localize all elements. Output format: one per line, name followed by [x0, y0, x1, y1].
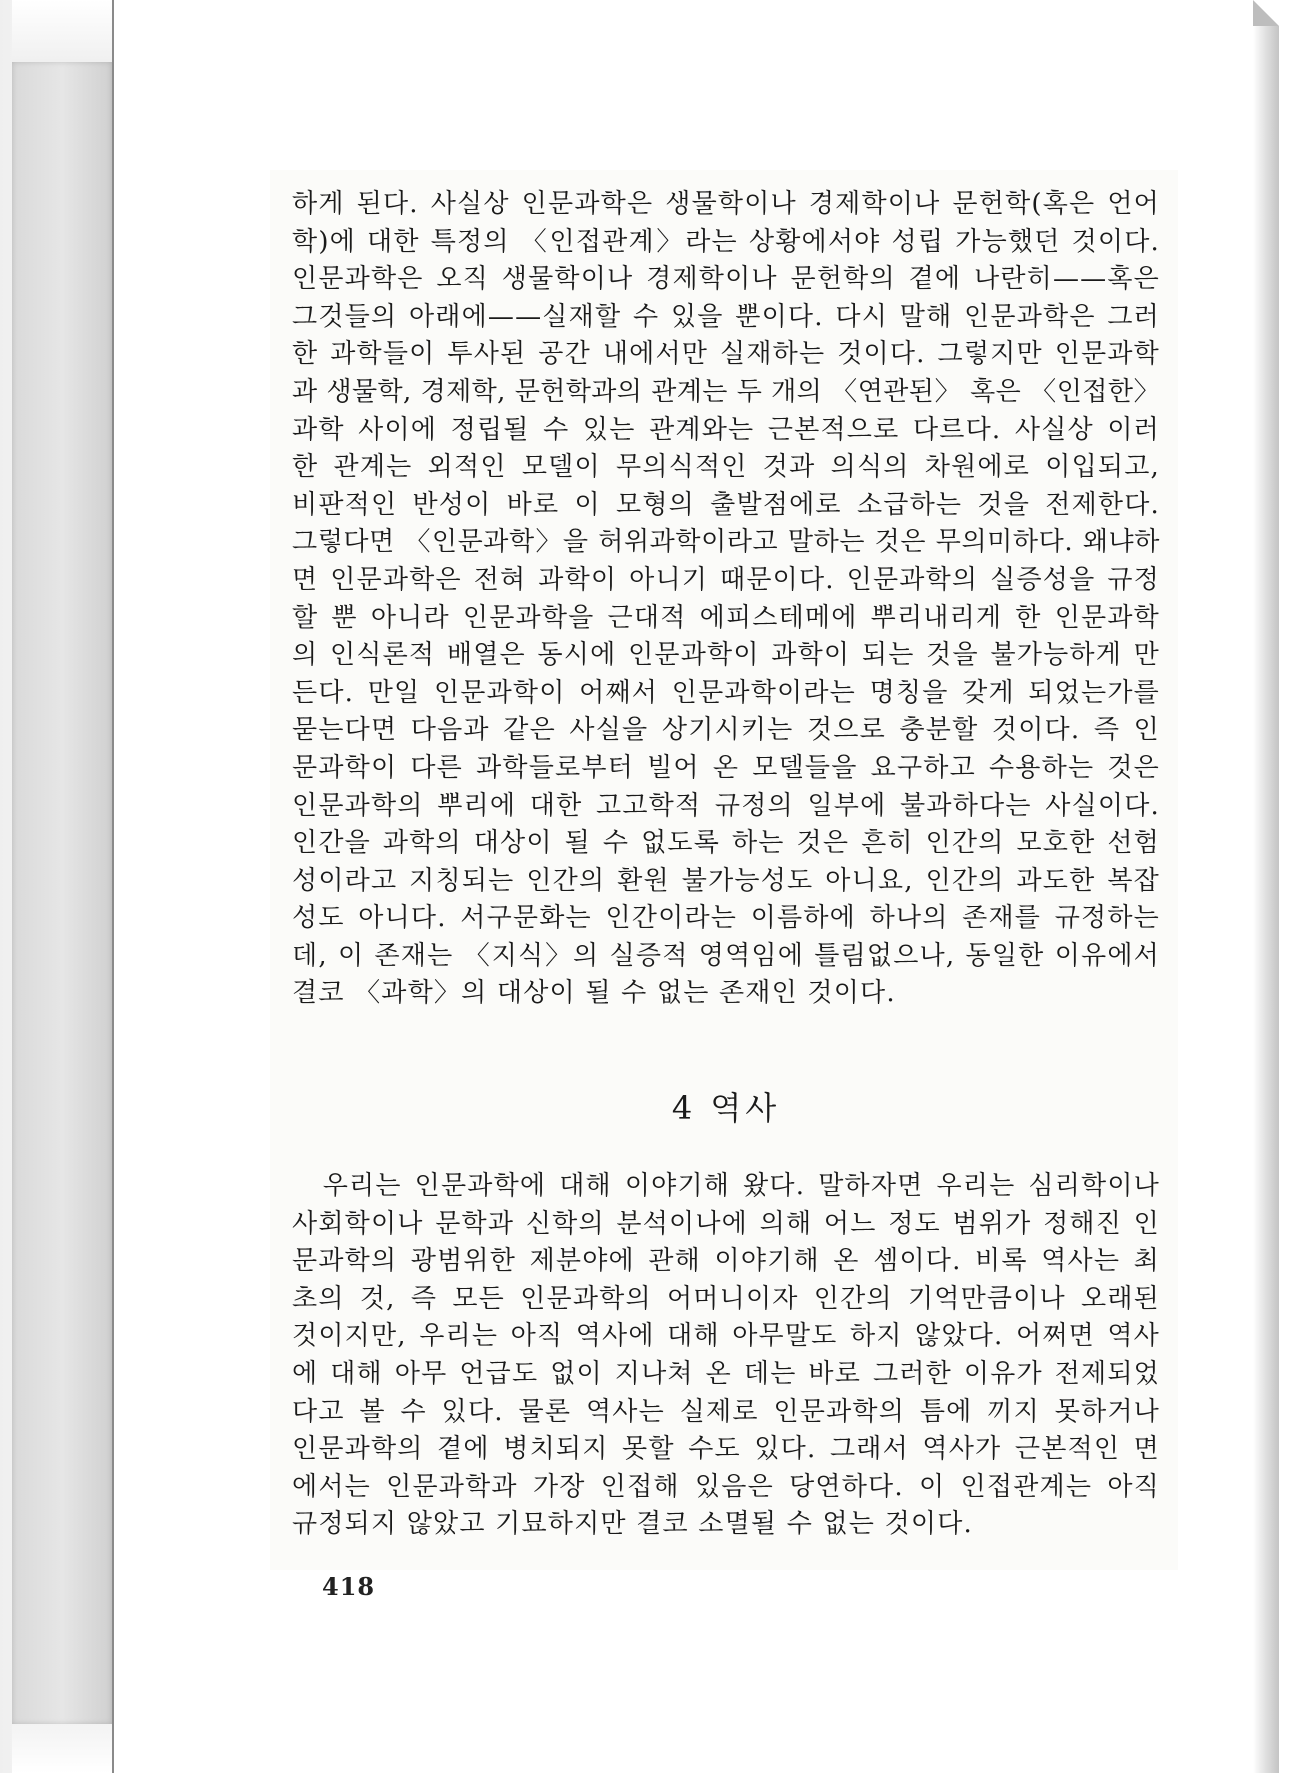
text-line: 문과학의 광범위한 제분야에 관해 이야기해 온 셈이다. 비록 역사는 최 — [292, 1246, 1160, 1277]
text-line: 그렇다면 〈인문과학〉을 허위과학이라고 말하는 것은 무의미하다. 왜냐하 — [292, 527, 1160, 558]
text-line: 비판적인 반성이 바로 이 모형의 출발점에로 소급하는 것을 전제한다. — [292, 489, 1160, 520]
text-line: 데, 이 존재는 〈지식〉의 실증적 영역임에 틀림없으나, 동일한 이유에서 — [292, 940, 1160, 971]
spine-bottom-edge — [12, 1724, 114, 1773]
section-heading: 4 역사 — [671, 1089, 781, 1127]
text-line: 규정되지 않았고 기묘하지만 결코 소멸될 수 없는 것이다. — [292, 1509, 973, 1540]
spine-top-edge — [12, 0, 114, 62]
paragraph-2 — [292, 1168, 1160, 1544]
text-line: 할 뿐 아니라 인문과학을 근대적 에피스테메에 뿌리내리게 한 인문과학 — [292, 602, 1160, 633]
text-line: 인간을 과학의 대상이 될 수 없도록 하는 것은 흔히 인간의 모호한 선험 — [292, 828, 1160, 859]
page-edge-shadow — [1253, 0, 1279, 1773]
text-line: 우리는 인문과학에 대해 이야기해 왔다. 말하자면 우리는 심리학이나 — [292, 1171, 1160, 1201]
text-line: 것이지만, 우리는 아직 역사에 대해 아무말도 하지 않았다. 어쩌면 역사 — [292, 1321, 1160, 1352]
text-line: 과 생물학, 경제학, 문헌학과의 관계는 두 개의 〈연관된〉 혹은 〈인접한〉 — [292, 376, 1160, 407]
text-line: 성도 아니다. 서구문화는 인간이라는 이름하에 하나의 존재를 규정하는 — [292, 903, 1160, 934]
text-line: 학)에 대한 특정의 〈인접관계〉라는 상황에서야 성립 가능했던 것이다. — [292, 226, 1160, 257]
text-line: 든다. 만일 인문과학이 어째서 인문과학이라는 명칭을 갖게 되었는가를 — [292, 677, 1160, 708]
text-line: 면 인문과학은 전혀 과학이 아니기 때문이다. 인문과학의 실증성을 규정 — [292, 564, 1160, 595]
book-spine — [0, 0, 115, 1773]
text-line: 인문과학의 곁에 병치되지 못할 수도 있다. 그래서 역사가 근본적인 면 — [292, 1434, 1160, 1465]
text-line: 인문과학은 오직 생물학이나 경제학이나 문헌학의 곁에 나란히——혹은 — [292, 264, 1160, 295]
text-line: 묻는다면 다음과 같은 사실을 상기시키는 것으로 충분할 것이다. 즉 인 — [292, 715, 1160, 746]
page-corner — [1253, 0, 1279, 26]
text-line: 결코 〈과학〉의 대상이 될 수 없는 존재인 것이다. — [292, 978, 896, 1009]
text-line: 한 관계는 외적인 모델이 무의식적인 것과 의식의 차원에로 이입되고, — [292, 452, 1160, 483]
page-number: 418 — [322, 1572, 376, 1601]
spine-side-block — [12, 62, 114, 1724]
text-line: 과학 사이에 정립될 수 있는 관계와는 근본적으로 다르다. 사실상 이러 — [292, 414, 1160, 445]
text-line: 에서는 인문과학과 가장 인접해 있음은 당연하다. 이 인접관계는 아직 — [292, 1471, 1160, 1502]
paragraph-1 — [292, 186, 1160, 1013]
text-line: 초의 것, 즉 모든 인문과학의 어머니이자 인간의 기억만큼이나 오래된 — [292, 1283, 1160, 1314]
text-line: 사회학이나 문학과 신학의 분석이나에 의해 어느 정도 범위가 정해진 인 — [292, 1208, 1160, 1239]
text-line: 에 대해 아무 언급도 없이 지나쳐 온 데는 바로 그러한 이유가 전제되었 — [292, 1358, 1160, 1389]
text-line: 다고 볼 수 있다. 물론 역사는 실제로 인문과학의 틈에 끼지 못하거나 — [292, 1396, 1160, 1427]
text-line: 성이라고 지칭되는 인간의 환원 불가능성도 아니요, 인간의 과도한 복잡 — [292, 865, 1160, 896]
text-line: 인문과학의 뿌리에 대한 고고학적 규정의 일부에 불과하다는 사실이다. — [292, 790, 1160, 821]
text-line: 문과학이 다른 과학들로부터 빌어 온 모델들을 요구하고 수용하는 것은 — [292, 752, 1160, 783]
text-line: 하게 된다. 사실상 인문과학은 생물학이나 경제학이나 문헌학(혹은 언어 — [292, 189, 1160, 219]
text-line: 의 인식론적 배열은 동시에 인문과학이 과학이 되는 것을 불가능하게 만 — [292, 640, 1160, 671]
text-line: 한 과학들이 투사된 공간 내에서만 실재하는 것이다. 그렇지만 인문과학 — [292, 339, 1160, 370]
text-line: 그것들의 아래에——실재할 수 있을 뿐이다. 다시 말해 인문과학은 그러 — [292, 301, 1160, 332]
